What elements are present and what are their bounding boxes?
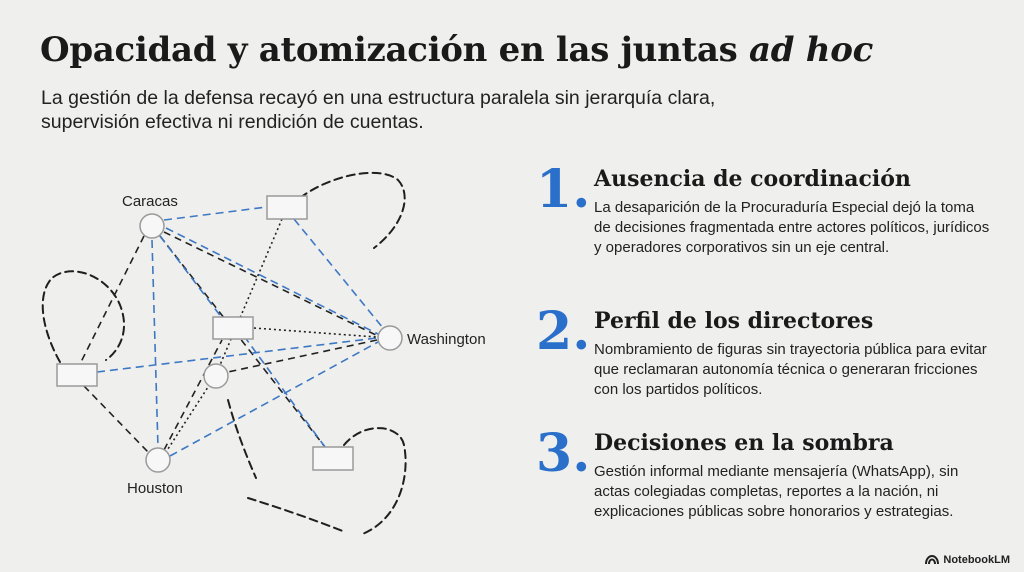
edge-box-left-houston xyxy=(84,386,148,452)
point-number: 1. xyxy=(536,159,591,220)
node-washington xyxy=(378,326,402,350)
notebooklm-logo-icon xyxy=(925,555,939,565)
point-number: 3. xyxy=(536,423,591,484)
edge-box-center-washington xyxy=(254,328,376,337)
edge-box-left-washington xyxy=(97,338,377,372)
node-caracas xyxy=(140,214,164,238)
point-body: Nombramiento de figuras sin trayectoria pública para evitar que reclamaran autonomía técnica o generaran fricciones con los partidos políticos. xyxy=(594,341,987,398)
edge-caracas-washington xyxy=(164,232,378,336)
edge-caracas-box-center xyxy=(160,236,222,318)
curve-bottom-right xyxy=(344,428,406,535)
brand-watermark xyxy=(925,554,1010,566)
curve-top-right xyxy=(300,173,405,248)
label-washington: Washington xyxy=(407,331,486,348)
box-left xyxy=(57,364,97,386)
edge-node-mid-houston xyxy=(166,384,210,452)
box-lower xyxy=(313,447,353,470)
edge-washington-node-mid xyxy=(228,340,377,372)
curve-bottom-center xyxy=(248,498,345,532)
point-number: 2. xyxy=(536,301,591,362)
edge-caracas-houston xyxy=(152,240,158,448)
label-houston: Houston xyxy=(127,480,183,497)
black-edges xyxy=(80,232,378,452)
edge-box-top-node-mid xyxy=(220,219,282,365)
edge-houston-box-center xyxy=(164,340,222,450)
label-caracas: Caracas xyxy=(122,193,178,210)
dotted-edges xyxy=(166,219,376,452)
point-heading: Decisiones en la sombra xyxy=(594,430,894,456)
point-body: La desaparición de la Procuraduría Especial dejó la toma de decisiones fragmentada entre actores políticos, jurídicos y operadores corporativos sin un eje central. xyxy=(594,199,990,256)
brand-name: NotebookLM xyxy=(943,554,1010,566)
title-italic: ad hoc xyxy=(749,30,873,70)
edge-box-top-washington xyxy=(294,219,383,328)
node-middle xyxy=(204,364,228,388)
point-body: Gestión informal mediante mensajería (WhatsApp), sin actas colegiadas completas, reportes a la nación, ni explicaciones públicas sobre honorarios y estrategias. xyxy=(594,463,959,520)
curve-left-loop xyxy=(43,271,124,362)
box-top xyxy=(267,196,307,219)
point-heading: Ausencia de coordinación xyxy=(594,166,911,192)
edge-caracas-box-top xyxy=(164,207,267,220)
page-subtitle: La gestión de la defensa recayó en una estructura paralela sin jerarquía clara, supervisión efectiva ni rendición de cuentas. xyxy=(41,87,716,133)
edge-box-center-box-lower xyxy=(244,336,325,447)
node-houston xyxy=(146,448,170,472)
box-center xyxy=(213,317,253,339)
title-main: Opacidad y atomización en las juntas xyxy=(40,30,738,70)
edge-caracas-box-left xyxy=(80,236,144,364)
point-heading: Perfil de los directores xyxy=(594,308,874,334)
nodes xyxy=(57,196,402,472)
